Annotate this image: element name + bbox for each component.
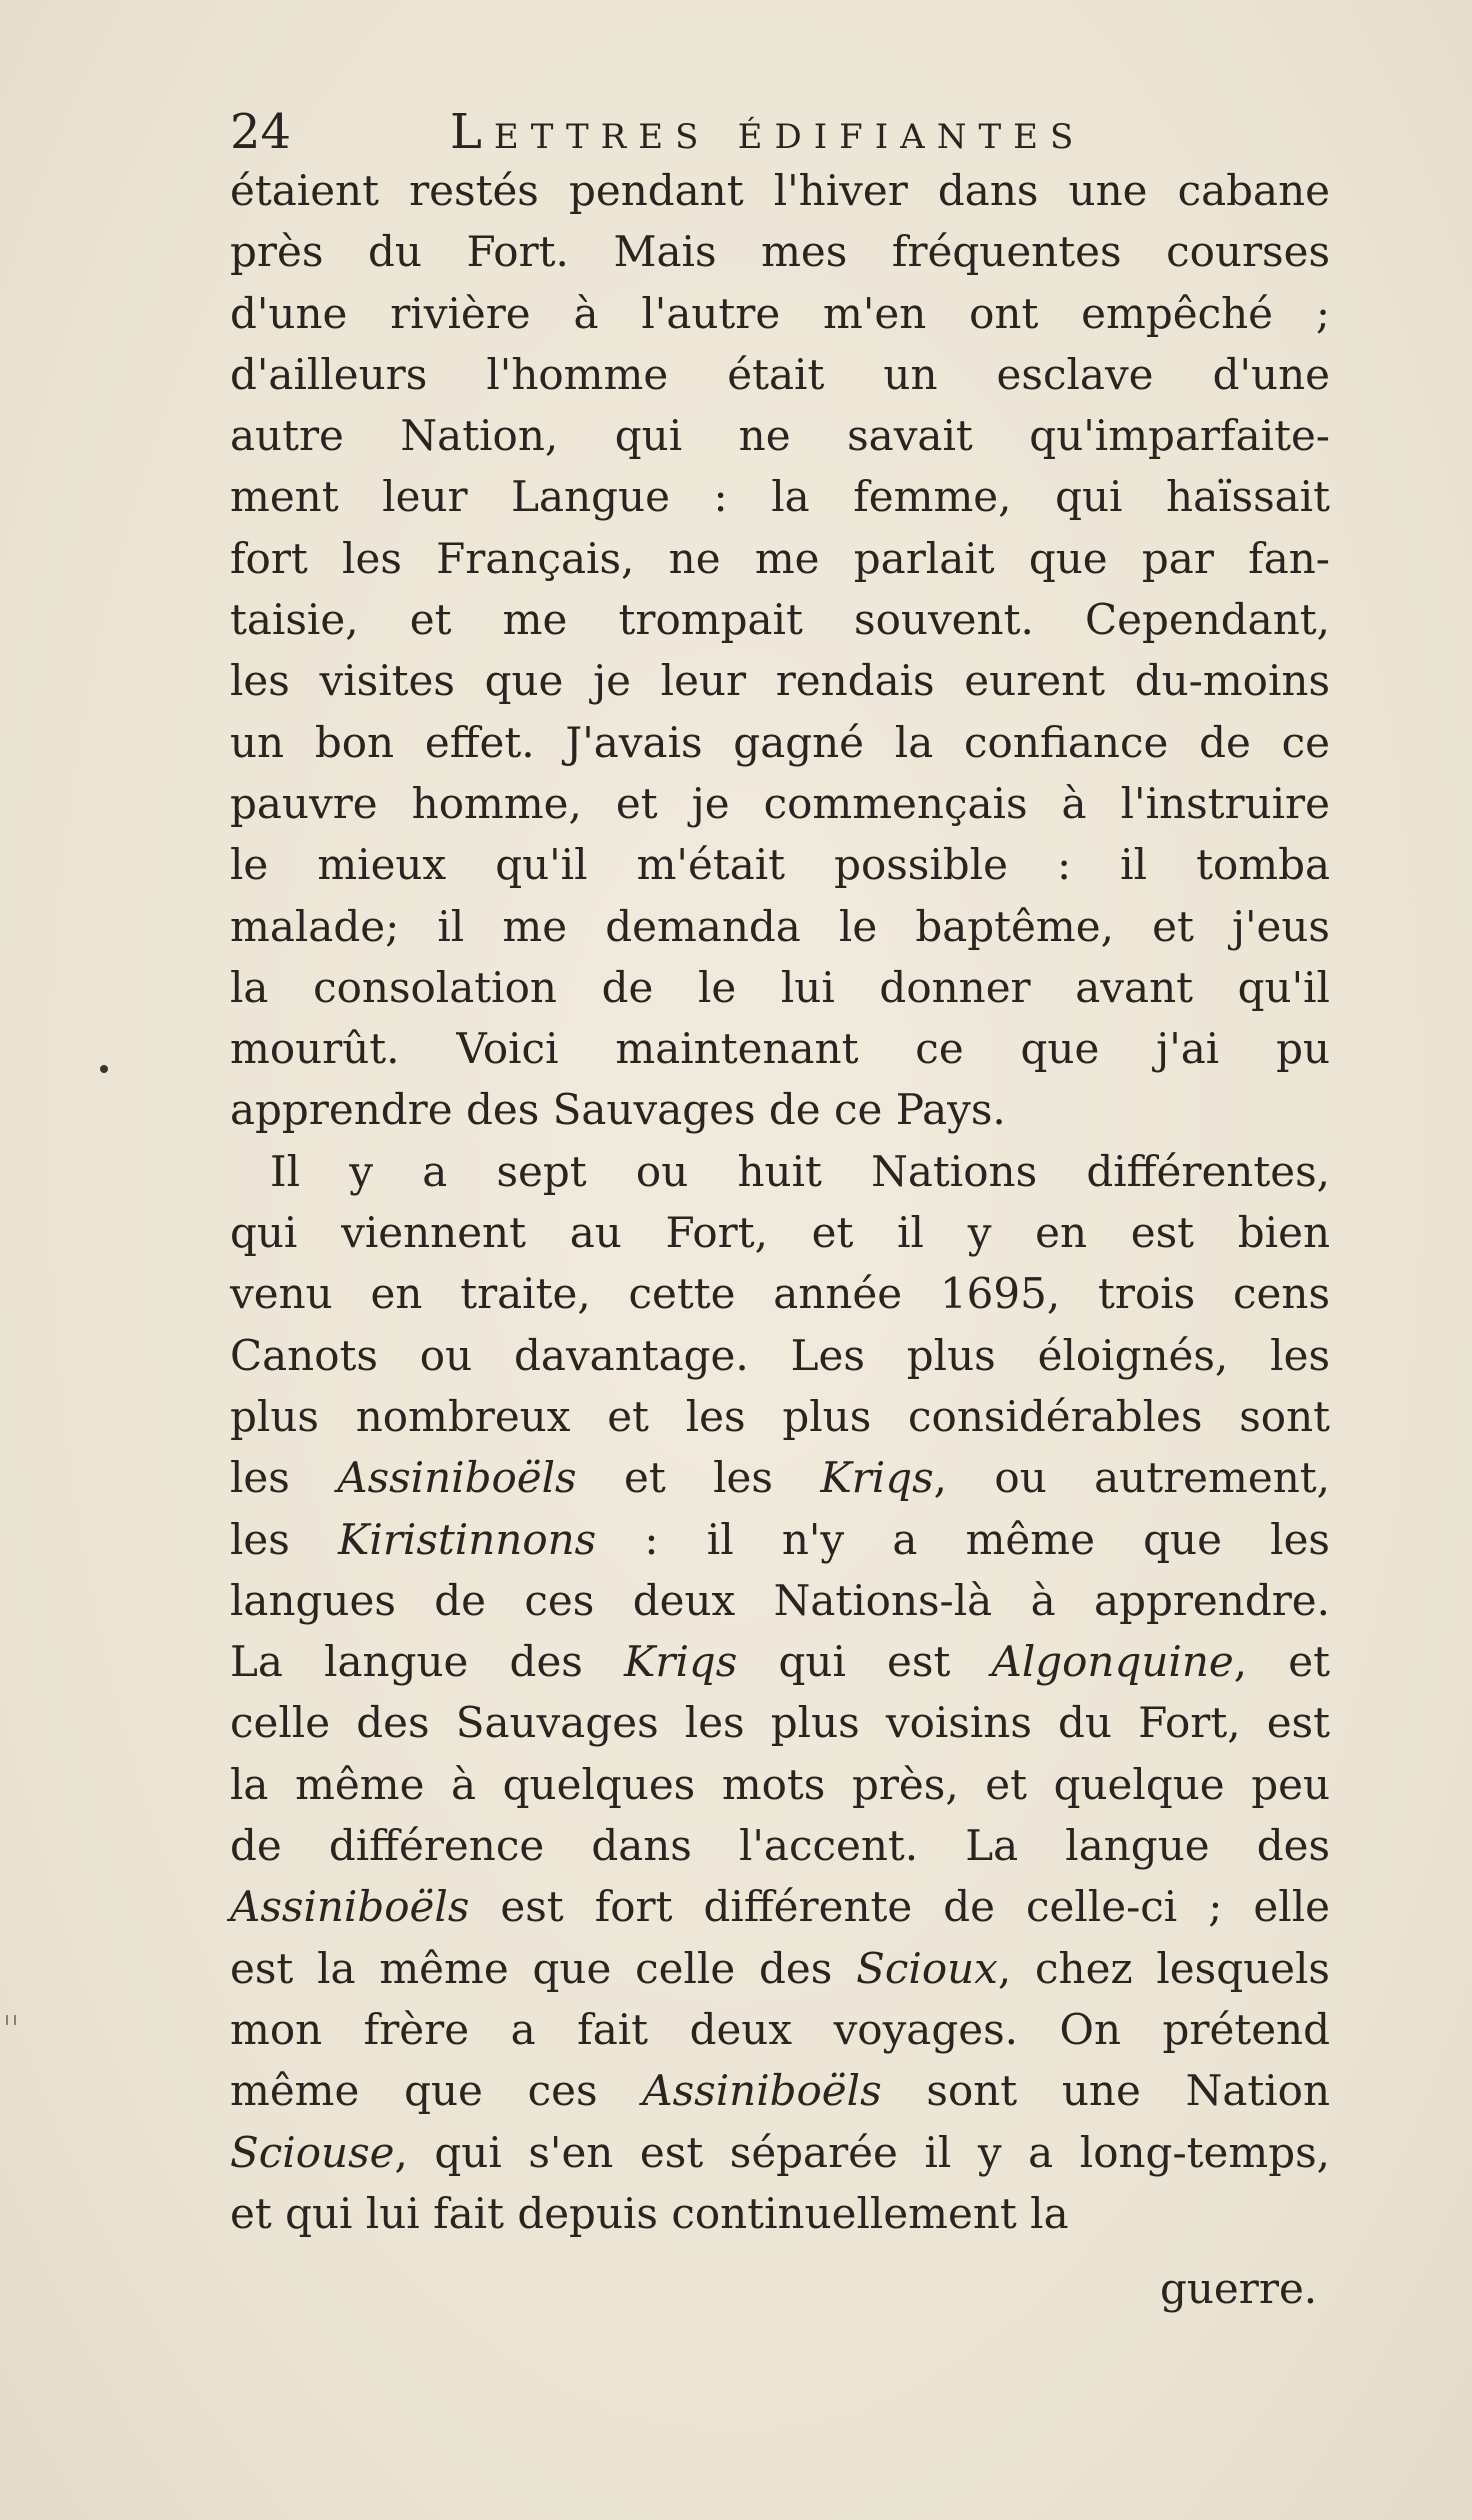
text-run: langues de ces deux Nations-là à apprendre. <box>230 1575 1330 1625</box>
text-line <box>230 1876 1330 1937</box>
text-run: qui est <box>737 1637 992 1687</box>
margin-ink-mark <box>6 2015 16 2025</box>
text-run: malade; il me demanda le baptême, et j'eus <box>230 901 1330 951</box>
text-run: sont une Nation <box>881 2066 1331 2116</box>
text-run: la consolation de le lui donner avant qu'il <box>230 962 1330 1012</box>
text-run: plus nombreux et les plus considérables sont <box>230 1391 1330 1441</box>
text-line <box>230 1447 1330 1508</box>
page-header <box>230 102 1330 162</box>
text-run: le mieux qu'il m'était possible : il tomba <box>230 840 1330 890</box>
italic-name: Assiniboëls <box>642 2066 882 2116</box>
paragraph <box>230 1141 1330 2244</box>
text-run: apprendre des Sauvages de ce Pays. <box>230 1085 1006 1135</box>
text-line <box>230 221 1330 282</box>
text-run: , qui s'en est séparée il y a long-temps, <box>394 2127 1330 2177</box>
text-run: : il n'y a même que les <box>596 1514 1330 1564</box>
text-run: mourût. Voici maintenant ce que j'ai pu <box>230 1024 1330 1074</box>
margin-ink-dot <box>100 1065 108 1073</box>
catchword: guerre. <box>1160 2264 1318 2313</box>
text-run: la même à quelques mots près, et quelque peu <box>230 1759 1330 1809</box>
text-line <box>230 1815 1330 1876</box>
text-line <box>230 957 1330 1018</box>
italic-name: Scioux <box>856 1943 998 1993</box>
text-line <box>230 773 1330 834</box>
text-run: , et <box>1233 1637 1330 1687</box>
text-run: mon frère a fait deux voyages. On prétend <box>230 2004 1330 2054</box>
text-run: étaient restés pendant l'hiver dans une cabane <box>230 166 1330 215</box>
text-line <box>230 712 1330 773</box>
text-run: et les <box>576 1453 821 1503</box>
text-run: fort les Français, ne me parlait que par fan- <box>230 533 1330 583</box>
italic-name: Algonquine <box>991 1637 1234 1687</box>
text-line <box>230 1386 1330 1447</box>
text-line <box>230 2122 1330 2183</box>
italic-name: Kriqs <box>820 1453 934 1503</box>
text-line <box>230 589 1330 650</box>
italic-name: Kriqs <box>624 1637 738 1687</box>
italic-name: Assiniboëls <box>337 1453 577 1503</box>
paragraph <box>230 160 1330 1141</box>
text-run: venu en traite, cette année 1695, trois cens <box>230 1269 1330 1319</box>
text-run: d'une rivière à l'autre m'en ont empêché ; <box>230 288 1330 338</box>
running-title: Lettres édifiantes <box>450 104 1086 160</box>
text-run: , chez lesquels <box>997 1943 1330 1993</box>
text-line <box>230 1079 1330 1140</box>
text-line <box>230 1018 1330 1079</box>
italic-name: Sciouse <box>230 2127 395 2177</box>
text-line <box>230 650 1330 711</box>
italic-name: Assiniboëls <box>230 1882 470 1932</box>
text-line <box>230 1938 1330 1999</box>
text-line <box>230 160 1330 221</box>
text-line <box>230 405 1330 466</box>
text-run: un bon effet. J'avais gagné la confiance de ce <box>230 717 1330 767</box>
text-line <box>230 466 1330 527</box>
body-text <box>230 160 1330 2244</box>
text-line <box>230 1754 1330 1815</box>
text-line <box>230 1999 1330 2060</box>
text-line <box>230 1509 1330 1570</box>
text-line <box>230 283 1330 344</box>
page-number: 24 <box>230 104 292 160</box>
text-run: les visites que je leur rendais eurent du-moins <box>230 656 1330 706</box>
text-line <box>230 896 1330 957</box>
text-line <box>230 2060 1330 2121</box>
text-run: près du Fort. Mais mes fréquentes courses <box>230 227 1330 277</box>
text-run: Canots ou davantage. Les plus éloignés, les <box>230 1330 1330 1380</box>
text-line <box>230 1692 1330 1753</box>
italic-name: Kiristinnons <box>338 1514 597 1564</box>
text-line <box>230 1202 1330 1263</box>
text-line <box>230 1631 1330 1692</box>
text-line <box>230 528 1330 589</box>
text-run: de différence dans l'accent. La langue des <box>230 1821 1330 1871</box>
text-run: les <box>230 1514 339 1564</box>
text-run: est fort différente de celle-ci ; elle <box>469 1882 1330 1932</box>
text-run: pauvre homme, et je commençais à l'instruire <box>230 778 1330 828</box>
text-run: La langue des <box>230 1637 625 1687</box>
text-line <box>230 344 1330 405</box>
text-line <box>230 1570 1330 1631</box>
text-run: d'ailleurs l'homme était un esclave d'une <box>230 349 1330 399</box>
text-line <box>230 1263 1330 1324</box>
text-run: qui viennent au Fort, et il y en est bien <box>230 1208 1330 1258</box>
text-run: , ou autrement, <box>933 1453 1330 1503</box>
text-run: Il y a sept ou huit Nations différentes, <box>270 1146 1330 1196</box>
text-run: même que ces <box>230 2066 643 2116</box>
text-run: taisie, et me trompait souvent. Cependant, <box>230 595 1330 645</box>
text-run: celle des Sauvages les plus voisins du Fort, est <box>230 1698 1330 1748</box>
text-run: ment leur Langue : la femme, qui haïssait <box>230 472 1330 522</box>
text-line <box>230 1141 1330 1202</box>
text-line <box>230 1325 1330 1386</box>
text-run: est la même que celle des <box>230 1943 857 1993</box>
text-line <box>230 834 1330 895</box>
text-run: autre Nation, qui ne savait qu'imparfaite- <box>230 411 1330 461</box>
text-run: les <box>230 1453 338 1503</box>
text-line <box>230 2183 1330 2244</box>
text-run: et qui lui fait depuis continuellement la <box>230 2188 1069 2238</box>
